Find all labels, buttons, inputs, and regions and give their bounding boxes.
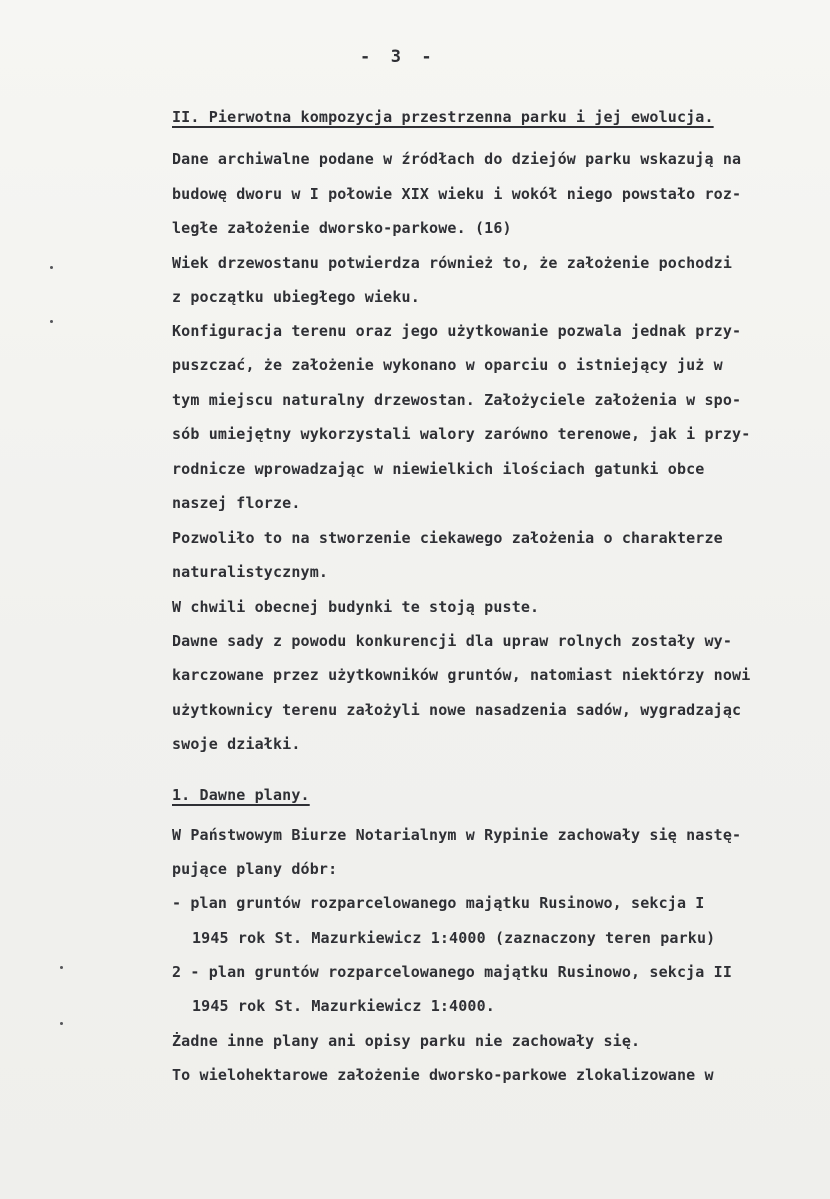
plans-list-item: - plan gruntów rozparcelowanego majątku Rusinowo, sekcja I	[172, 894, 705, 912]
paragraph-line: naszej florze.	[172, 494, 301, 512]
paragraph-line: Konfiguracja terenu oraz jego użytkowanie pozwala jednak przy-	[172, 322, 742, 340]
paragraph-line: puszczać, że założenie wykonano w oparciu o istniejący już w	[172, 356, 723, 374]
plans-list-item: 2 - plan gruntów rozparcelowanego majątku Rusinowo, sekcja II	[172, 963, 733, 981]
paragraph-line: użytkownicy terenu założyli nowe nasadzenia sadów, wygradzając	[172, 701, 742, 719]
paragraph-line: budowę dworu w I połowie XIX wieku i wokół niego powstało roz-	[172, 185, 742, 203]
margin-dot	[50, 266, 53, 269]
section-heading: II. Pierwotna kompozycja przestrzenna parku i jej ewolucja.	[172, 108, 714, 126]
paragraph-line: rodnicze wprowadzając w niewielkich ilościach gatunki obce	[172, 460, 705, 478]
paragraph-line: W chwili obecnej budynki te stoją puste.	[172, 598, 540, 616]
paragraph-line: sób umiejętny wykorzystali walory zarówno terenowe, jak i przy-	[172, 425, 751, 443]
paragraph-line: naturalistycznym.	[172, 563, 329, 581]
plans-list-item-continuation: 1945 rok St. Mazurkiewicz 1:4000 (zaznaczony teren parku)	[192, 929, 716, 947]
paragraph-line: swoje działki.	[172, 735, 301, 753]
margin-dot	[50, 320, 53, 323]
plans-line: W Państwowym Biurze Notarialnym w Rypinie zachowały się nastę-	[172, 826, 742, 844]
margin-dot	[60, 1022, 63, 1025]
plans-line: pujące plany dóbr:	[172, 860, 338, 878]
margin-dot	[60, 966, 63, 969]
subsection-heading: 1. Dawne plany.	[172, 786, 310, 804]
page-number: - 3 -	[360, 47, 432, 67]
paragraph-line: z początku ubiegłego wieku.	[172, 288, 420, 306]
paragraph-line: tym miejscu naturalny drzewostan. Założyciele założenia w spo-	[172, 391, 742, 409]
plans-line: Żadne inne plany ani opisy parku nie zachowały się.	[172, 1032, 641, 1050]
paragraph-line: Dawne sady z powodu konkurencji dla upraw rolnych zostały wy-	[172, 632, 733, 650]
paragraph-line: Wiek drzewostanu potwierdza również to, że założenie pochodzi	[172, 254, 733, 272]
plans-list-item-continuation: 1945 rok St. Mazurkiewicz 1:4000.	[192, 997, 495, 1015]
plans-line: To wielohektarowe założenie dworsko-parkowe zlokalizowane w	[172, 1066, 714, 1084]
paragraph-line: Pozwoliło to na stworzenie ciekawego założenia o charakterze	[172, 529, 723, 547]
paragraph-line: karczowane przez użytkowników gruntów, natomiast niektórzy nowi	[172, 666, 751, 684]
paragraph-line: Dane archiwalne podane w źródłach do dziejów parku wskazują na	[172, 150, 742, 168]
paragraph-line: ległe założenie dworsko-parkowe. (16)	[172, 219, 512, 237]
